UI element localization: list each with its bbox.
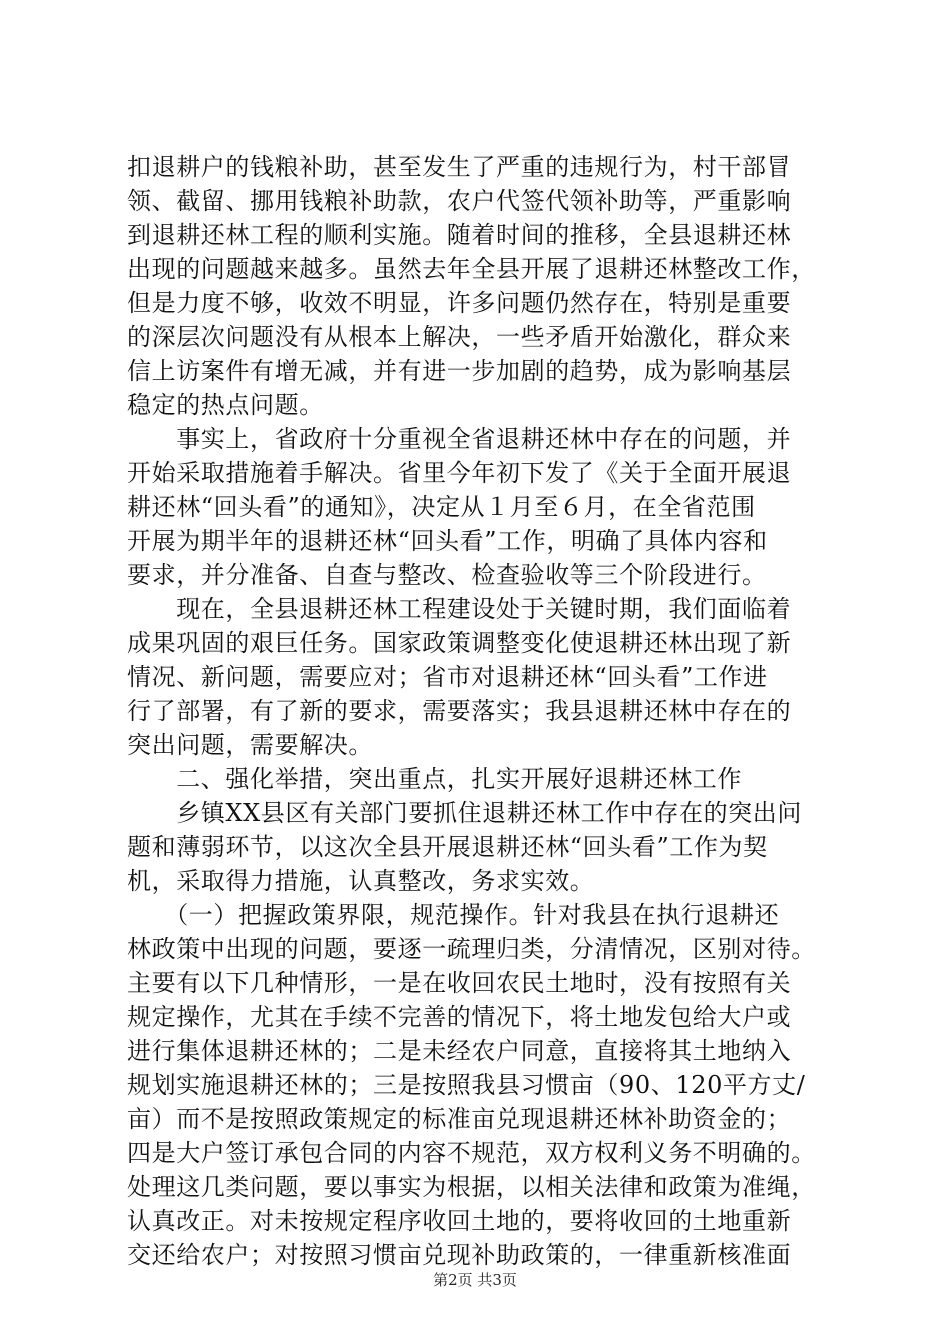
text-line: 认真改正。对未按规定程序收回土地的，要将收回的土地重新 — [127, 1207, 792, 1235]
text-line: 成果巩固的艰巨任务。国家政策调整变化使退耕还林出现了新 — [127, 629, 792, 657]
text-line: 稳定的热点问题。 — [127, 391, 324, 419]
text-line: 亩）而不是按照政策规定的标准亩兑现退耕还林补助资金的； — [127, 1105, 792, 1133]
page-footer: 第2页 共3页 — [433, 1271, 517, 1289]
text-line: 到退耕还林工程的顺利实施。随着时间的推移，全县退耕还林 — [127, 221, 792, 249]
text-line: 处理这几类问题，要以事实为根据，以相关法律和政策为准绳， — [127, 1173, 816, 1201]
text-line: 信上访案件有增无减，并有进一步加剧的趋势，成为影响基层 — [127, 357, 792, 385]
text-line: 行了部署，有了新的要求，需要落实；我县退耕还林中存在的 — [127, 697, 792, 725]
text-line: 事实上，省政府十分重视全省退耕还林中存在的问题，并 — [127, 425, 792, 453]
text-line: 现在，全县退耕还林工程建设处于关键时期，我们面临着 — [127, 595, 792, 623]
text-line: 出现的问题越来越多。虽然去年全县开展了退耕还林整改工作， — [127, 255, 816, 283]
text-line: 突出问题，需要解决。 — [127, 731, 373, 759]
text-line: 开展为期半年的退耕还林“回头看”工作，明确了具体内容和 — [127, 527, 768, 555]
text-line: 耕还林“回头看”的通知》，决定从１月至６月，在全省范围 — [127, 493, 756, 521]
text-line: 乡镇XX县区有关部门要抓住退耕还林工作中存在的突出问 — [127, 799, 802, 827]
text-line: 四是大户签订承包合同的内容不规范，双方权利义务不明确的。 — [127, 1139, 816, 1167]
text-line: 二、强化举措，突出重点，扎实开展好退耕还林工作 — [127, 765, 742, 793]
text-line: 要求，并分准备、自查与整改、检查验收等三个阶段进行。 — [127, 561, 767, 589]
text-line: 的深层次问题没有从根本上解决，一些矛盾开始激化，群众来 — [127, 323, 792, 351]
text-line: （一）把握政策界限，规范操作。针对我县在执行退耕还 — [127, 901, 780, 929]
text-line: 但是力度不够，收效不明显，许多问题仍然存在，特别是重要 — [127, 289, 792, 317]
text-line: 情况、新问题，需要应对；省市对退耕还林“回头看”工作进 — [127, 663, 768, 691]
text-line: 扣退耕户的钱粮补助，甚至发生了严重的违规行为，村干部冒 — [127, 153, 792, 181]
text-line: 规定操作，尤其在手续不完善的情况下，将土地发包给大户或 — [127, 1003, 792, 1031]
text-line: 领、截留、挪用钱粮补助款，农户代签代领补助等，严重影响 — [127, 187, 792, 215]
document-body — [127, 150, 827, 1272]
text-line: 林政策中出现的问题，要逐一疏理归类，分清情况，区别对待。 — [127, 935, 816, 963]
text-line: 主要有以下几种情形，一是在收回农民土地时，没有按照有关 — [127, 969, 792, 997]
text-line: 开始采取措施着手解决。省里今年初下发了《关于全面开展退 — [127, 459, 792, 487]
text-line: 机，采取得力措施，认真整改，务求实效。 — [127, 867, 595, 895]
text-line: 交还给农户；对按照习惯亩兑现补助政策的，一律重新核准面 — [127, 1241, 792, 1269]
text-line: 题和薄弱环节，以这次全县开展退耕还林“回头看”工作为契 — [127, 833, 768, 861]
text-line: 进行集体退耕还林的；二是未经农户同意，直接将其土地纳入 — [127, 1037, 792, 1065]
text-line: 规划实施退耕还林的；三是按照我县习惯亩（90、120平方丈/ — [127, 1071, 806, 1099]
